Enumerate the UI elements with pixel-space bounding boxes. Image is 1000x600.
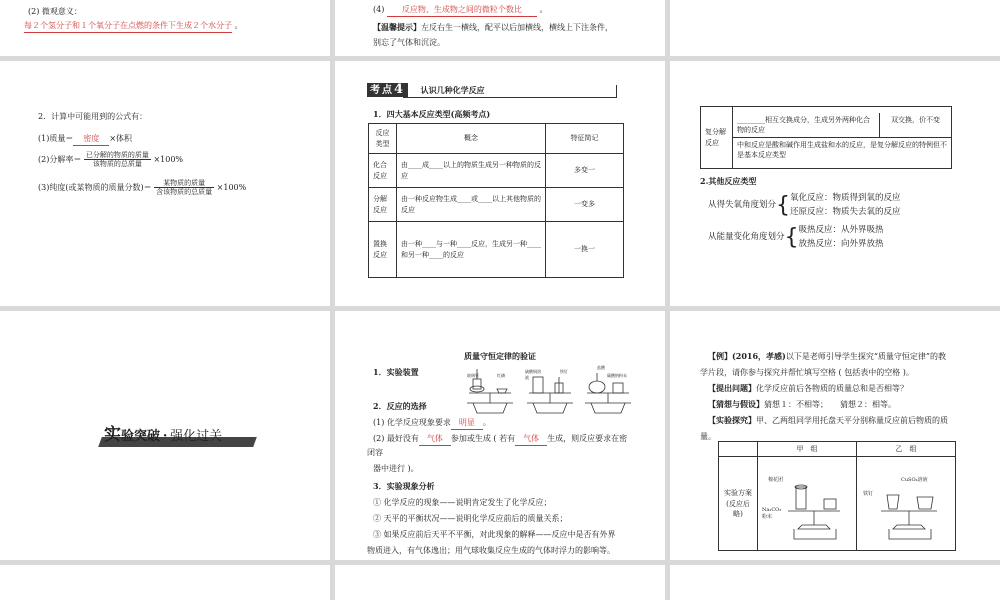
heading-apparatus: 1．实验装置 [373,367,419,377]
oxidation-item: 氧化反应：物质得到氧的反应 [790,193,901,203]
choice-line-1: (1) 化学反应现象要求 明显 。 [373,417,491,430]
question: 【提出问题】化学反应前后各物质的质量总和是否相等？ [708,383,908,393]
exothermic-item: 放热反应：向外界放热 [798,238,884,249]
section-title: 认识几种化学反应 [420,85,485,95]
slide-micro-meaning: (2) 微观意义： 每２个氢分子和１个氧分子在点燃的条件下生成２个水分子 。 [0,0,330,56]
header-group-b: 乙 组 [857,442,956,457]
heading: (2) 微观意义： [28,7,82,16]
answer-obvious: 明显 [451,417,483,430]
double-displacement-table: 复分解反应 ________相互交换成分，生成另外两种化合物的反应 双交换，价不变 中和反应是酸和碱作用生成盐和水的反应，是复分解反应的特例但不是基本反应类型 [700,106,952,169]
slide-section-title [0,311,330,560]
subtitle-four-types: 1．四大基本反应类型(高频考点) [373,109,491,119]
header-concept: 概念 [397,124,546,154]
balance-apparatus-figure [463,363,643,419]
slide-example: 【例】(2016，孝感)以下是老师引导学生探究“质量守恒定律”的教 学片段，请你参与探究并帮忙填写空格 ( 包括表中的空格 )。 【提出问题】化学反应前后各物质的质量总和是否相等？ 【猜想与假设】猜想１：不相等； 猜想２：相等。 【实验探究】甲、乙两组同学用托盘天平分别称量反应前后物质的质 量。 甲 组 乙 组 实验方案(反应后略) 棉花团 Na₂CO₃粉末 CuSO₄溶液 铁钉 [670,311,1000,560]
experiment-table [718,441,956,551]
section-banner [367,83,617,98]
subtitle-other-types: 2.其他反应类型 [700,176,757,186]
formula-purity: (3)纯度(或某物质的质量分数)＝ $\frac{\text{某物质的质量}}{\text{含该物质的总质量}}$ ×100% [38,179,247,197]
header-group-a: 甲 组 [758,442,857,457]
answer-particle-ratio: 反应物、生成物之间的微粒个数比 [387,4,537,17]
formula-title: 2．计算中可能用到的公式有： [38,112,148,121]
reaction-types-table [368,123,624,278]
choice-line-2: (2) 最好没有 气体 参加或生成 ( 若有 气体 生成，则反应要求在密 [373,433,627,446]
phenomenon-2: ② 天平的平衡状况——说明化学反应前后的质量关系； [373,514,568,523]
slide-blank-top-right [670,0,1000,56]
tip-text: 别忘了气体和沉淀。 [373,38,445,47]
group-a-figure: 棉花团 Na₂CO₃粉末 [758,457,857,551]
section-heading: 实验突破 · 强化过关 [104,425,223,445]
heading-phenomenon: 3．实验现象分析 [373,481,435,491]
kaodian-badge: 考点4 [367,83,408,97]
experiment-title: 质量守恒定律的验证 [464,351,536,361]
slide-blank-bottom-right [670,565,1000,600]
group-b-figure: CuSO₄溶液 铁钉 [857,457,956,551]
slide-blank-bottom-middle [335,565,665,600]
energy-group: 从能量变化角度划分 { 吸热反应：从外界吸热 放热反应：向外界放热 [708,224,884,250]
header-feature: 特征简记 [546,124,624,154]
example-intro: 【例】(2016，孝感)以下是老师引导学生探究“质量守恒定律”的教 [708,351,947,361]
slide-reaction-types [335,61,665,306]
answer-gas-2: 气体 [515,433,547,446]
tip-label: 【温馨提示】 [373,22,421,32]
endothermic-item: 吸热反应：从外界吸热 [798,225,884,235]
table-row: 化合反应 由____成____以上的物质生成另一种物质的反应 多变一 [369,154,624,188]
hypothesis: 【猜想与假设】猜想１：不相等； 猜想２：相等。 [708,399,896,409]
exploration: 【实验探究】甲、乙两组同学用托盘天平分别称量反应前后物质的质 [708,415,948,425]
table-row: 置换反应 由一种____与一种____反应，生成另一种____和另一种____的反应 一换一 [369,222,624,278]
formula-mass: (1)质量＝ 密度 ×体积 [38,133,132,146]
slide-blank-bottom-left [0,565,330,600]
answer-gas-1: 气体 [419,433,451,446]
phenomenon-3: ③ 如果反应前后天平不平衡，对此现象的解释——反应中是否有外界 [373,530,616,539]
feature-double-displacement: 双交换，价不变 [879,113,951,137]
row-label-double-displacement: 复分解反应 [701,107,733,169]
phenomenon-1: ① 化学反应的现象——说明肯定发生了化学反应； [373,498,552,507]
row-label-plan: 实验方案(反应后略) [719,457,758,551]
slide-experiment: 质量守恒定律的验证 1．实验装置 玻璃管 红磷 硫酸铜溶液 铁钉 盐酸 碳酸钠粉末 2．反应的选择 (1) 化学反应现象要求 明显 。 (2) 最好没有 气体 参加或生成 ( 若有 气体 生成，则反应要求在密 闭容 器中进行 )。 3．实验现象分析 ① 化学反应的现象——说明肯定发生了化学反应； ② 天平的平衡状况——说明化学反应前后的质量关系； ③ 如果反应前后天平不平衡，对此现象的解释——反应中是否有外界 物质进入，有气体逸出；用气球收集反应生成的气体时浮力的影响等。 [335,311,665,560]
table-row: 分解反应 由一种反应物生成____或____以上其他物质的反应 一变多 [369,188,624,222]
slide-equation-meaning: (4) 反应物、生成物之间的微粒个数比 。 【温馨提示】左反右生一横线，配平以后加横线，横线上下注条件， 别忘了气体和沉淀。 [335,0,665,56]
slide-other-reactions [670,61,1000,306]
reduction-item: 还原反应：物质失去氧的反应 [790,206,901,217]
formula-decomposition: (2)分解率＝ $\frac{\text{已分解的物质的质量}}{\text{该物质的总质量}}$ ×100% [38,151,184,169]
slide-formulas [0,61,330,306]
answer-micro-meaning: 每２个氢分子和１个氧分子在点燃的条件下生成２个水分子 [24,20,232,33]
heading-reaction-choice: 2．反应的选择 [373,401,427,411]
oxygen-group: 从得失氧角度划分 { 氧化反应：物质得到氧的反应 还原反应：物质失去氧的反应 [708,192,901,218]
header-type: 反应类型 [369,124,397,154]
answer-density: 密度 [73,133,109,146]
